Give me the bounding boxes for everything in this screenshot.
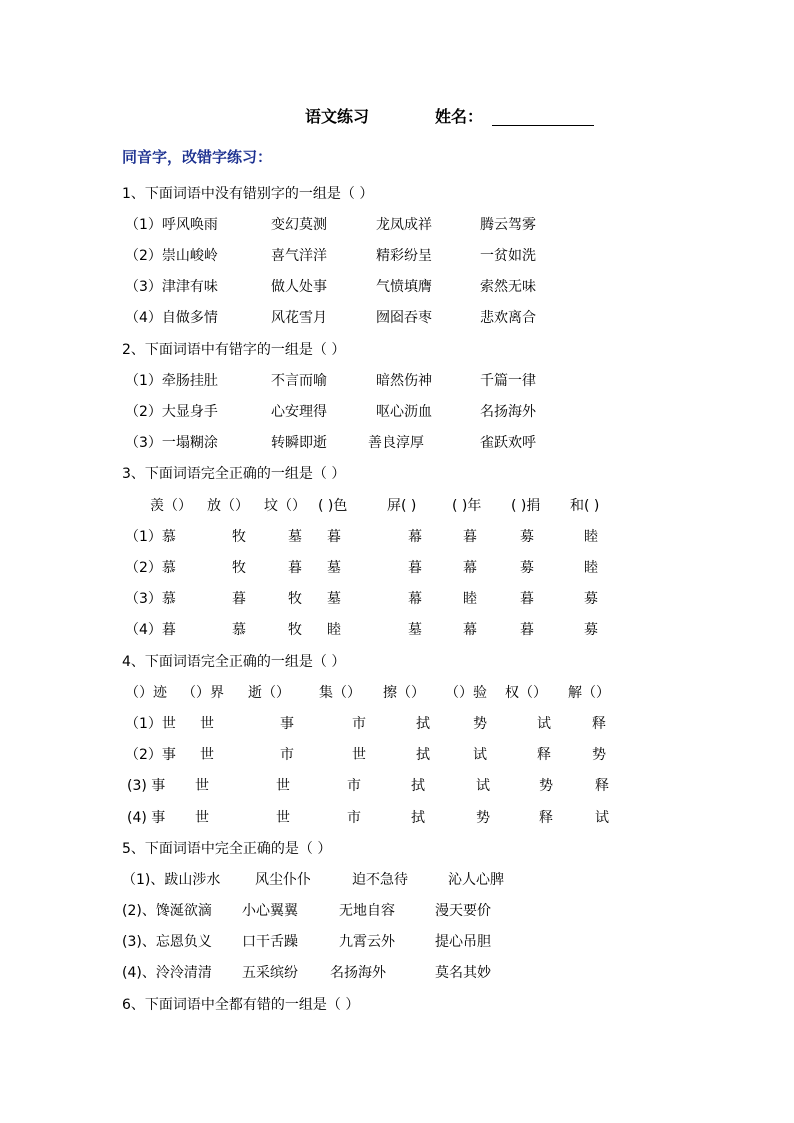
q4-opt3-char-3: 世 (276, 778, 290, 794)
q4-blanks (0, 686, 794, 702)
q5-opt4-word-2: 五采缤纷 (242, 965, 298, 981)
q4-opt3-char-4: 市 (347, 778, 361, 794)
q3-blank-2: 放（） (207, 498, 249, 514)
q2-opt2-word-4: 名扬海外 (480, 404, 536, 420)
q2-opt3-word-4: 雀跃欢呼 (480, 435, 536, 451)
q5-opt3-word-1: (3)、忘恩负义 (122, 934, 212, 950)
q4-opt4-char-5: 拭 (411, 810, 425, 826)
q3-blank-6: ( )年 (452, 498, 482, 514)
q3-opt4-char-4: 睦 (327, 622, 341, 638)
q1-opt4-word-2: 风花雪月 (271, 310, 327, 326)
q1-opt2-word-1: （2）崇山峻岭 (125, 248, 218, 264)
q3-opt3-char-3: 牧 (288, 591, 302, 607)
q4-option-3 (0, 779, 794, 795)
q3-opt2-char-2: 牧 (232, 560, 246, 576)
q4-opt1-char-3: 事 (280, 716, 294, 732)
q1-option-3 (0, 280, 794, 296)
q5-option-4 (0, 966, 794, 982)
q5-opt2-word-1: (2)、馋涎欲滴 (122, 903, 212, 919)
q4-opt3-char-5: 拭 (411, 778, 425, 794)
q3-opt4-char-3: 牧 (288, 622, 302, 638)
q3-opt3-char-7: 暮 (520, 591, 534, 607)
q3-blank-4: ( )色 (318, 498, 348, 514)
name-label: 姓名： (435, 107, 484, 126)
q3-opt4-char-5: 墓 (408, 622, 422, 638)
q3-opt1-char-2: 牧 (232, 529, 246, 545)
q3-blank-1: 羡（） (150, 498, 192, 514)
q1-opt1-word-2: 变幻莫测 (271, 217, 327, 233)
q4-blank-1: （）迹 (125, 685, 167, 701)
q5-opt4-word-1: (4)、泠泠清清 (122, 965, 212, 981)
q3-opt3-char-1: （3）慕 (125, 591, 176, 607)
q1-option-2 (0, 249, 794, 265)
q3-opt2-char-1: （2）慕 (125, 560, 176, 576)
q4-opt1-char-5: 拭 (416, 716, 430, 732)
q3-blank-7: ( )捐 (511, 498, 541, 514)
q4-opt4-char-1: (4) 事 (127, 810, 166, 826)
q5-opt3-word-3: 九霄云外 (339, 934, 395, 950)
q3-opt1-char-1: （1）慕 (125, 529, 176, 545)
q2-option-1 (0, 374, 794, 390)
q4-option-1 (0, 717, 794, 733)
q5-opt1-word-3: 迫不急待 (352, 872, 408, 888)
q1-opt3-word-3: 气愤填膺 (376, 279, 432, 295)
q1-opt4-word-1: （4）自做多情 (125, 310, 218, 326)
q5-opt1-word-1: （1)、跋山涉水 (122, 872, 221, 888)
q3-opt2-char-5: 暮 (408, 560, 422, 576)
q4-blank-7: 权（） (505, 685, 547, 701)
q5-opt2-word-2: 小心翼翼 (242, 903, 298, 919)
q3-opt1-char-3: 墓 (288, 529, 302, 545)
q1-opt1-word-3: 龙凤成祥 (376, 217, 432, 233)
q4-blank-4: 集（） (319, 685, 361, 701)
q3-opt4-char-7: 暮 (520, 622, 534, 638)
q1-opt1-word-1: （1）呼风唤雨 (125, 217, 218, 233)
q2-opt1-word-4: 千篇一律 (480, 373, 536, 389)
question-4: 4、下面词语完全正确的一组是（ ） (122, 654, 346, 670)
q3-option-4 (0, 623, 794, 639)
q4-opt3-char-1: (3) 事 (127, 778, 166, 794)
q4-opt4-char-4: 市 (347, 810, 361, 826)
q1-opt3-word-4: 索然无味 (480, 279, 536, 295)
q3-blank-5: 屏( ) (387, 498, 417, 514)
q4-blank-3: 逝（） (248, 685, 290, 701)
q3-opt1-char-7: 募 (520, 529, 534, 545)
q1-opt4-word-3: 囫囵吞枣 (376, 310, 432, 326)
q3-opt3-char-5: 幕 (408, 591, 422, 607)
q4-blank-6: （）验 (445, 685, 487, 701)
q1-option-4 (0, 311, 794, 327)
q4-opt2-char-5: 拭 (416, 747, 430, 763)
q3-opt3-char-2: 暮 (232, 591, 246, 607)
q3-opt4-char-8: 募 (584, 622, 598, 638)
q4-opt2-char-8: 势 (592, 747, 606, 763)
q5-opt4-word-4: 莫名其妙 (435, 965, 491, 981)
q3-opt1-char-5: 幕 (408, 529, 422, 545)
q4-opt1-char-2: 世 (200, 716, 214, 732)
q1-opt3-word-1: （3）津津有味 (125, 279, 218, 295)
q2-opt2-word-2: 心安理得 (271, 404, 327, 420)
q3-option-1 (0, 530, 794, 546)
q4-opt3-char-8: 释 (595, 778, 609, 794)
q4-opt2-char-3: 市 (280, 747, 294, 763)
q5-opt4-word-3: 名扬海外 (330, 965, 386, 981)
q3-opt2-char-3: 暮 (288, 560, 302, 576)
q4-opt2-char-1: （2）事 (125, 747, 176, 763)
q4-opt1-char-1: （1）世 (125, 716, 176, 732)
q2-opt1-word-2: 不言而喻 (271, 373, 327, 389)
q3-opt3-char-8: 募 (584, 591, 598, 607)
q5-opt3-word-2: 口干舌躁 (242, 934, 298, 950)
question-6: 6、下面词语中全都有错的一组是（ ） (122, 997, 360, 1013)
q5-opt2-word-3: 无地自容 (339, 903, 395, 919)
q2-opt3-word-1: （3）一塌糊涂 (125, 435, 218, 451)
q4-opt4-char-2: 世 (195, 810, 209, 826)
q4-opt2-char-7: 释 (537, 747, 551, 763)
q4-opt3-char-2: 世 (195, 778, 209, 794)
q4-opt4-char-7: 释 (539, 810, 553, 826)
q4-option-2 (0, 748, 794, 764)
q2-opt2-word-1: （2）大显身手 (125, 404, 218, 420)
q4-opt1-char-8: 释 (592, 716, 606, 732)
q3-opt2-char-7: 募 (520, 560, 534, 576)
q2-opt2-word-3: 呕心沥血 (376, 404, 432, 420)
question-1: 1、下面词语中没有错别字的一组是（ ） (122, 186, 374, 202)
q3-opt2-char-6: 幕 (463, 560, 477, 576)
q1-opt2-word-3: 精彩纷呈 (376, 248, 432, 264)
q2-opt3-word-3: 善良淳厚 (368, 435, 424, 451)
q1-opt2-word-2: 喜气洋洋 (271, 248, 327, 264)
q3-opt2-char-8: 睦 (584, 560, 598, 576)
q1-opt4-word-4: 悲欢离合 (480, 310, 536, 326)
q5-opt1-word-2: 风尘仆仆 (255, 872, 311, 888)
q1-opt1-word-4: 腾云驾雾 (480, 217, 536, 233)
q4-opt4-char-3: 世 (276, 810, 290, 826)
q4-opt2-char-4: 世 (352, 747, 366, 763)
q3-blank-3: 坟（） (264, 498, 306, 514)
q2-option-3 (0, 436, 794, 452)
q3-opt1-char-6: 暮 (463, 529, 477, 545)
name-blank[interactable] (492, 109, 594, 126)
q4-blank-2: （）界 (182, 685, 224, 701)
q4-opt1-char-6: 势 (473, 716, 487, 732)
q5-opt2-word-4: 漫天要价 (435, 903, 491, 919)
page-title: 语文练习 (305, 107, 370, 126)
q5-option-2 (0, 904, 794, 920)
question-5: 5、下面词语中完全正确的是（ ） (122, 841, 332, 857)
q4-blank-8: 解（） (568, 685, 610, 701)
q4-opt1-char-4: 市 (352, 716, 366, 732)
q5-opt3-word-4: 提心吊胆 (435, 934, 491, 950)
q4-option-4 (0, 811, 794, 827)
q3-opt3-char-4: 墓 (327, 591, 341, 607)
q5-option-1 (0, 873, 794, 889)
q3-opt4-char-6: 幕 (463, 622, 477, 638)
q2-opt3-word-2: 转瞬即逝 (271, 435, 327, 451)
q2-option-2 (0, 405, 794, 421)
q2-opt1-word-1: （1）牵肠挂肚 (125, 373, 218, 389)
q4-opt4-char-8: 试 (595, 810, 609, 826)
q4-opt4-char-6: 势 (476, 810, 490, 826)
q5-opt1-word-4: 沁人心脾 (448, 872, 504, 888)
q1-opt2-word-4: 一贫如洗 (480, 248, 536, 264)
q4-opt3-char-6: 试 (476, 778, 490, 794)
q3-option-3 (0, 592, 794, 608)
q3-opt4-char-2: 慕 (232, 622, 246, 638)
q1-opt3-word-2: 做人处事 (271, 279, 327, 295)
q4-opt1-char-7: 试 (537, 716, 551, 732)
q3-opt4-char-1: （4）暮 (125, 622, 176, 638)
q4-opt2-char-2: 世 (200, 747, 214, 763)
q3-blanks (0, 499, 794, 515)
q4-opt3-char-7: 势 (539, 778, 553, 794)
q3-blank-8: 和( ) (570, 498, 600, 514)
q3-opt1-char-4: 暮 (327, 529, 341, 545)
q5-option-3 (0, 935, 794, 951)
q3-opt3-char-6: 睦 (463, 591, 477, 607)
q4-blank-5: 擦（） (383, 685, 425, 701)
question-3: 3、下面词语完全正确的一组是（ ） (122, 466, 346, 482)
question-2: 2、下面词语中有错字的一组是（ ） (122, 342, 346, 358)
q2-opt1-word-3: 暗然伤神 (376, 373, 432, 389)
q4-opt2-char-6: 试 (473, 747, 487, 763)
q3-option-2 (0, 561, 794, 577)
q1-option-1 (0, 218, 794, 234)
q3-opt2-char-4: 墓 (327, 560, 341, 576)
q3-opt1-char-8: 睦 (584, 529, 598, 545)
section-heading: 同音字，改错字练习： (122, 148, 273, 166)
